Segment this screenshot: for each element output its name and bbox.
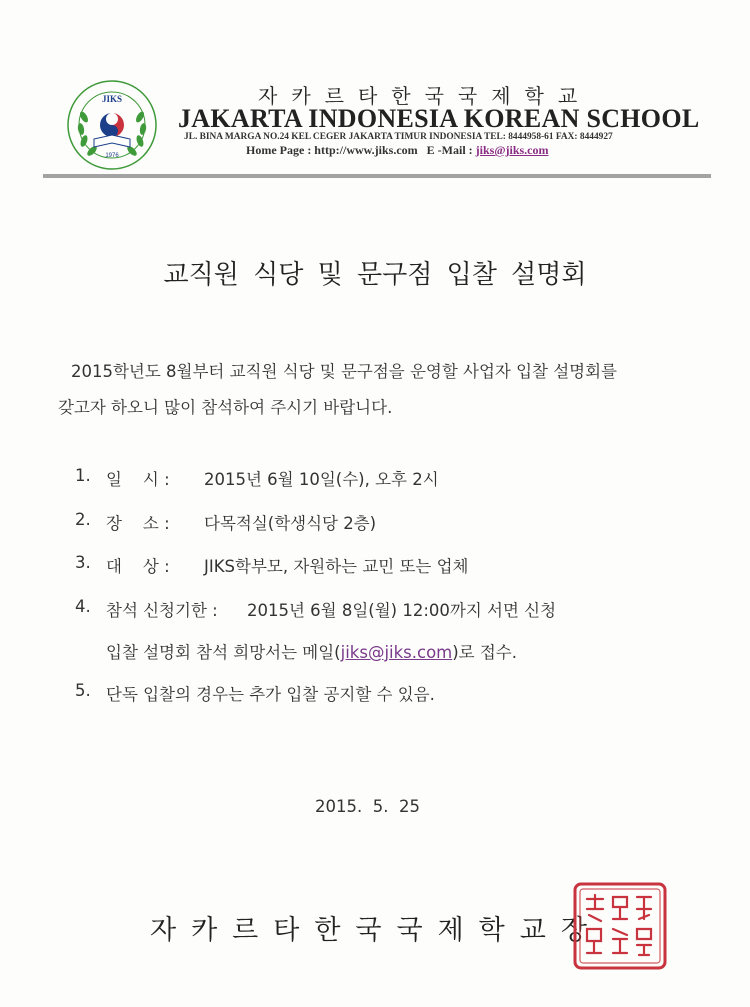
item-3-label: 대 상 : xyxy=(106,557,170,576)
item-4-sub xyxy=(106,639,517,663)
item-1-label: 일 시 : xyxy=(106,470,170,489)
intro-line-1: 2015학년도 8월부터 교직원 식당 및 문구점을 운영할 사업자 입찰 설명회를 xyxy=(71,362,617,381)
item-1-value: 2015년 6월 10일(수), 오후 2시 xyxy=(204,470,439,489)
item-5-value: 단독 입찰의 경우는 추가 입찰 공지할 수 있음. xyxy=(106,685,435,704)
item-2-value: 다목적실(학생식당 2층) xyxy=(204,514,377,533)
item-1-num: 1. xyxy=(75,466,91,485)
item-4-value: 2015년 6월 8일(월) 12:00까지 서면 신청 xyxy=(247,601,557,620)
intro-line-2: 갖고자 하오니 많이 참석하여 주시기 바랍니다. xyxy=(58,398,393,417)
school-name-english: JAKARTA INDONESIA KOREAN SCHOOL xyxy=(178,104,700,133)
homepage-label[interactable]: Home Page : http://www.jiks.com xyxy=(246,143,418,157)
item-4-sub-pre: 입찰 설명회 참석 희망서는 메일( xyxy=(106,643,341,662)
school-contact xyxy=(246,143,549,158)
logo-text: JIKS xyxy=(101,94,123,104)
item-2-label: 장 소 : xyxy=(106,514,170,533)
email-link[interactable]: jiks@jiks.com xyxy=(475,143,549,157)
school-address: JL. BINA MARGA NO.24 KEL CEGER JAKARTA TIMUR INDONESIA TEL: 8444958-61 FAX: 8444927 xyxy=(184,132,613,142)
school-name-korean: 자카르타한국국제학교 xyxy=(258,84,592,108)
item-4-email-link[interactable]: jiks@jiks.com xyxy=(340,643,453,662)
document-date: 2015. 5. 25 xyxy=(315,797,420,816)
email-label: E -Mail : xyxy=(426,143,473,157)
school-logo xyxy=(64,77,160,173)
item-4-sub-post: )로 접수. xyxy=(452,643,517,662)
document-title: 교직원 식당 및 문구점 입찰 설명회 xyxy=(163,260,587,290)
principal-signature-line: 자카르타한국국제학교장 xyxy=(150,915,602,946)
item-5-num: 5. xyxy=(75,681,91,700)
official-seal-stamp xyxy=(571,881,669,971)
logo-year: 1976 xyxy=(105,153,119,159)
item-3-value: JIKS학부모, 자원하는 교민 또는 업체 xyxy=(204,557,469,576)
intro-paragraph xyxy=(58,354,718,426)
item-2-num: 2. xyxy=(75,510,91,529)
header-divider xyxy=(43,174,711,178)
item-3-num: 3. xyxy=(75,553,91,572)
item-4-label: 참석 신청기한 : xyxy=(106,601,218,620)
item-4-num: 4. xyxy=(75,597,91,616)
